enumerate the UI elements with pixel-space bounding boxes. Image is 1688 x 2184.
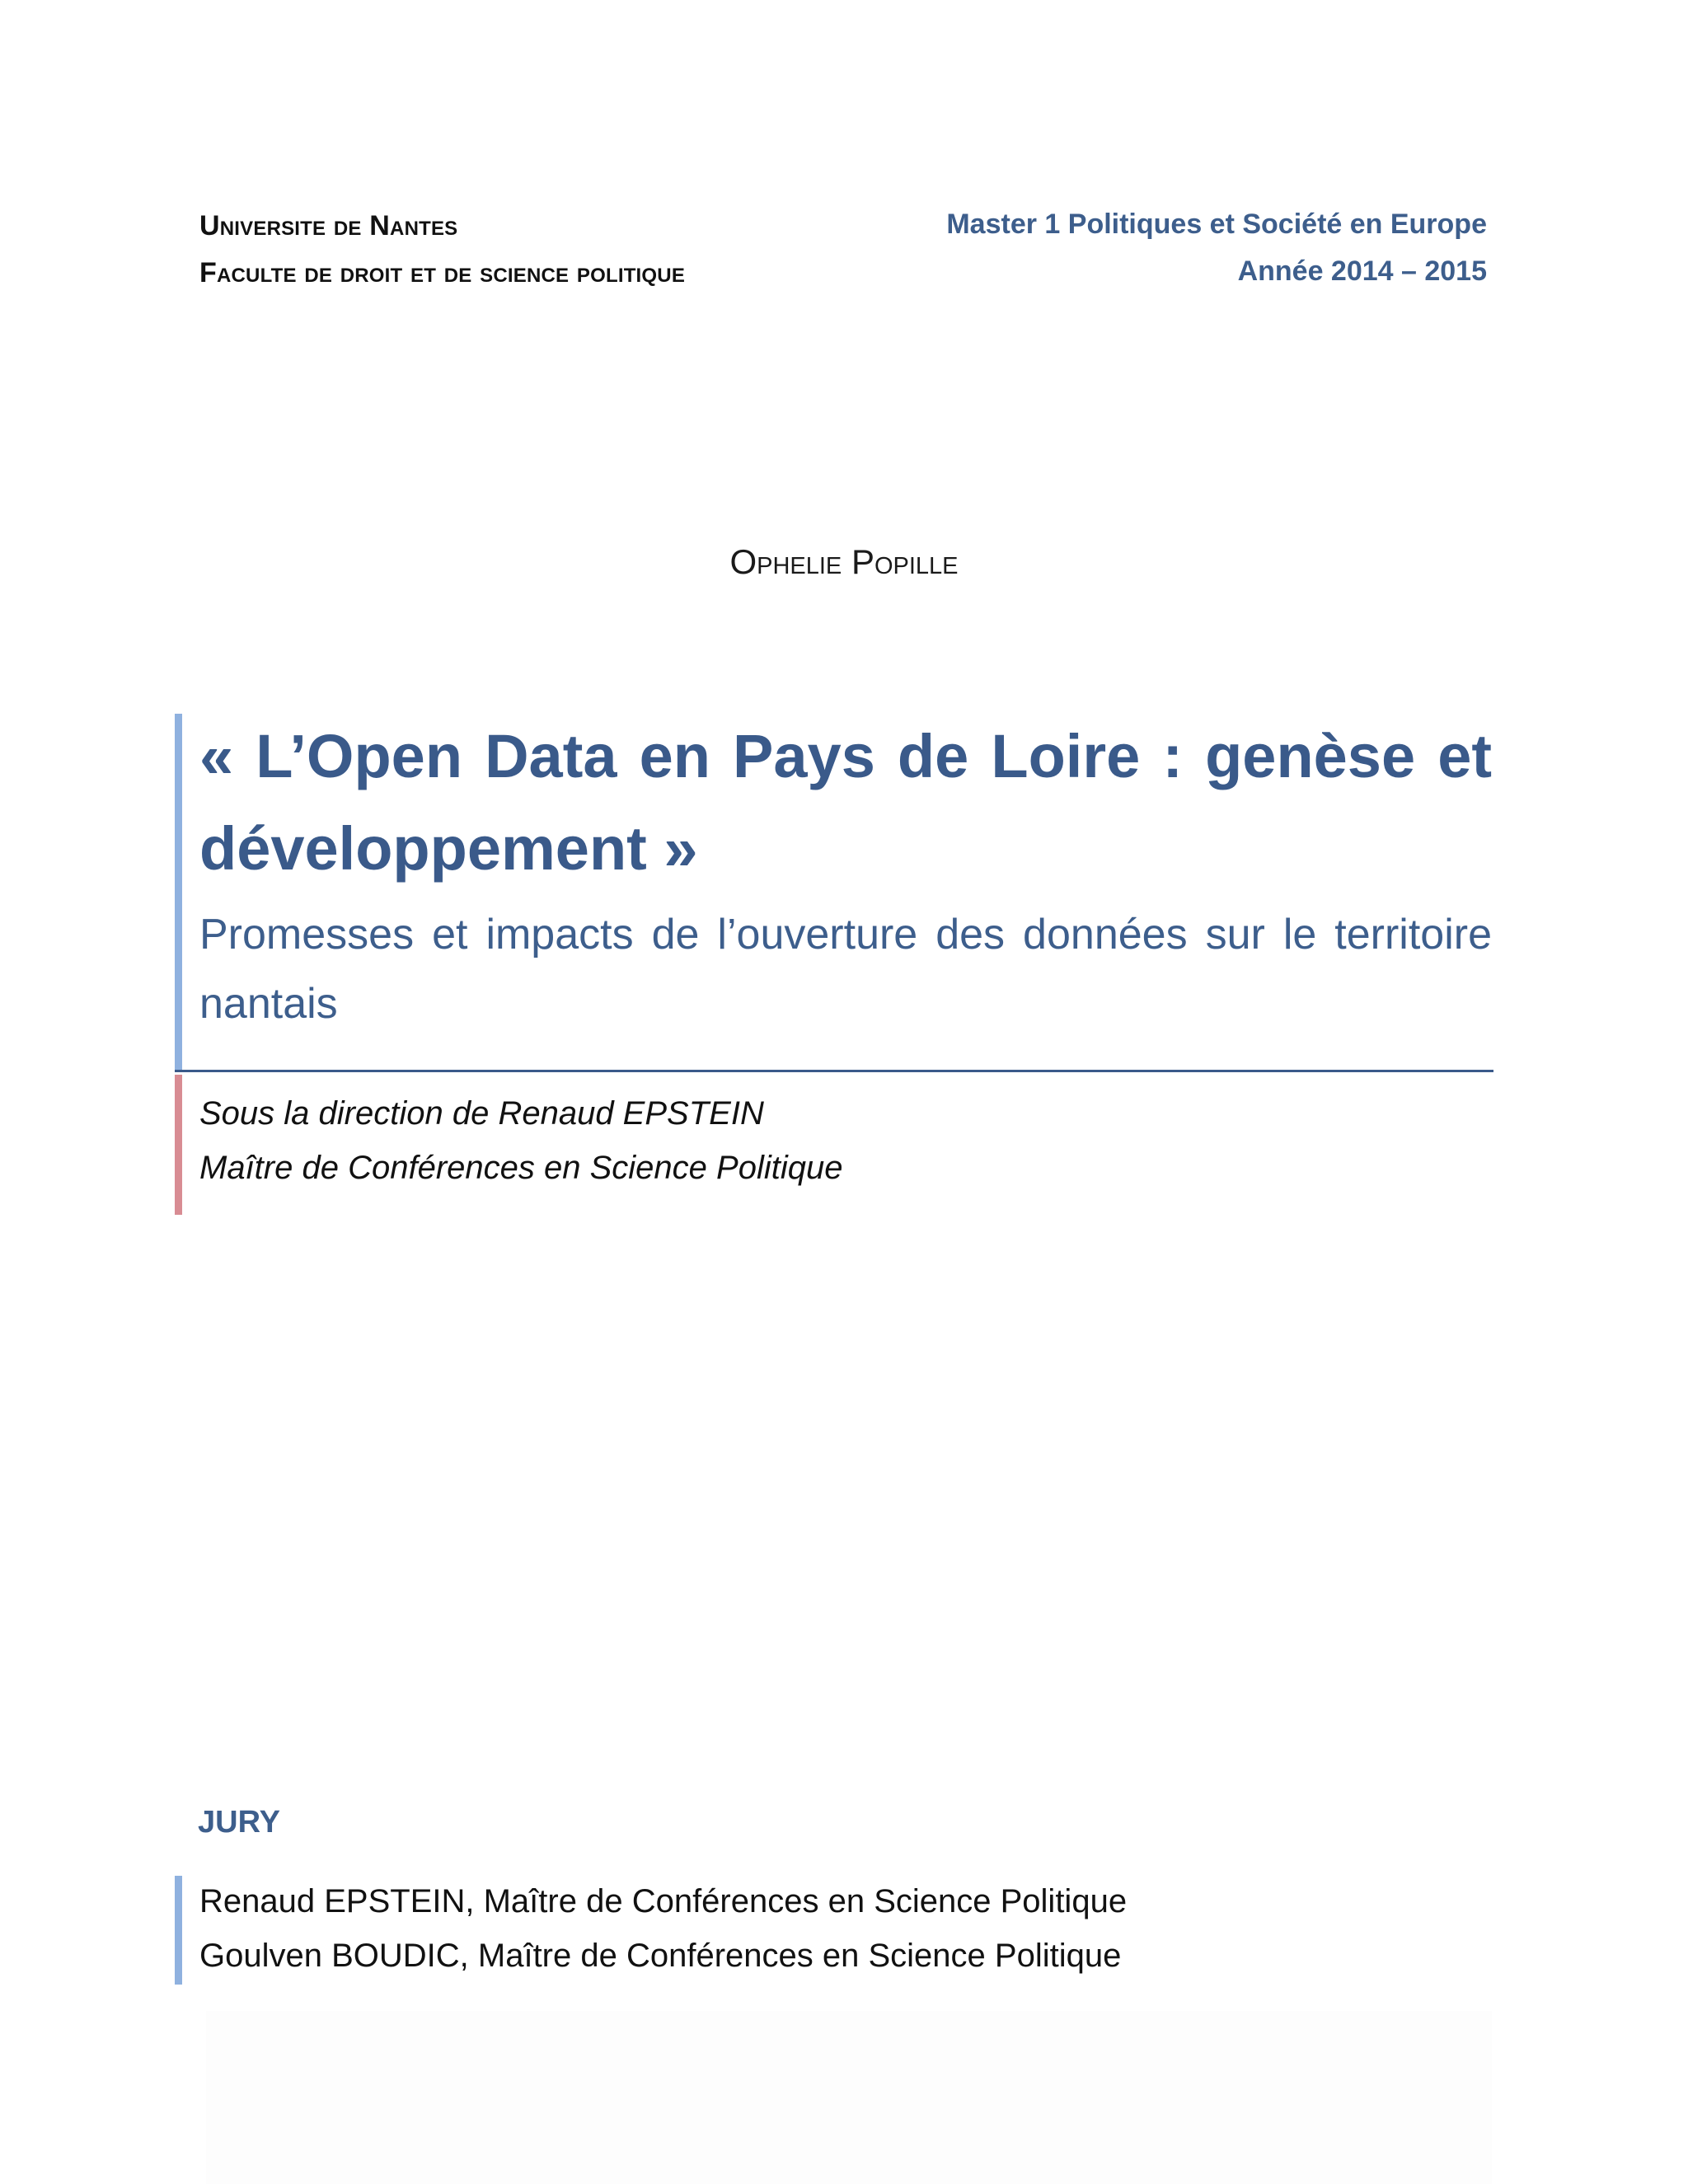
university-name: Universite de Nantes	[199, 210, 458, 241]
title-divider	[175, 1070, 1493, 1072]
thesis-title: « L’Open Data en Pays de Loire : genèse et développement »	[199, 722, 1492, 883]
thesis-subtitle: Promesses et impacts de l’ouverture des données sur le territoire nantais	[199, 911, 1492, 1028]
title-accent-bar	[175, 714, 182, 1071]
direction-accent-bar	[175, 1075, 182, 1215]
jury-accent-bar	[175, 1876, 182, 1985]
page-shade	[206, 2011, 1492, 2184]
jury-member: Goulven BOUDIC, Maître de Conférences en Science Politique	[199, 1938, 1122, 1974]
program-header	[946, 201, 1487, 295]
supervision-block	[199, 1086, 842, 1195]
author-name: Ophelie Popille	[729, 542, 959, 581]
jury-list	[199, 1874, 1127, 1983]
supervisor-line: Sous la direction de Renaud EPSTEIN	[199, 1095, 764, 1132]
faculty-name: Faculte de droit et de science politique	[199, 257, 686, 288]
institution-header	[199, 203, 685, 297]
jury-heading: JURY	[198, 1805, 280, 1840]
academic-year: Année 2014 – 2015	[1237, 255, 1487, 287]
supervisor-title: Maître de Conférences en Science Politique	[199, 1150, 843, 1186]
program-name: Master 1 Politiques et Société en Europe	[946, 209, 1487, 240]
jury-member: Renaud EPSTEIN, Maître de Conférences en Science Politique	[199, 1883, 1128, 1919]
